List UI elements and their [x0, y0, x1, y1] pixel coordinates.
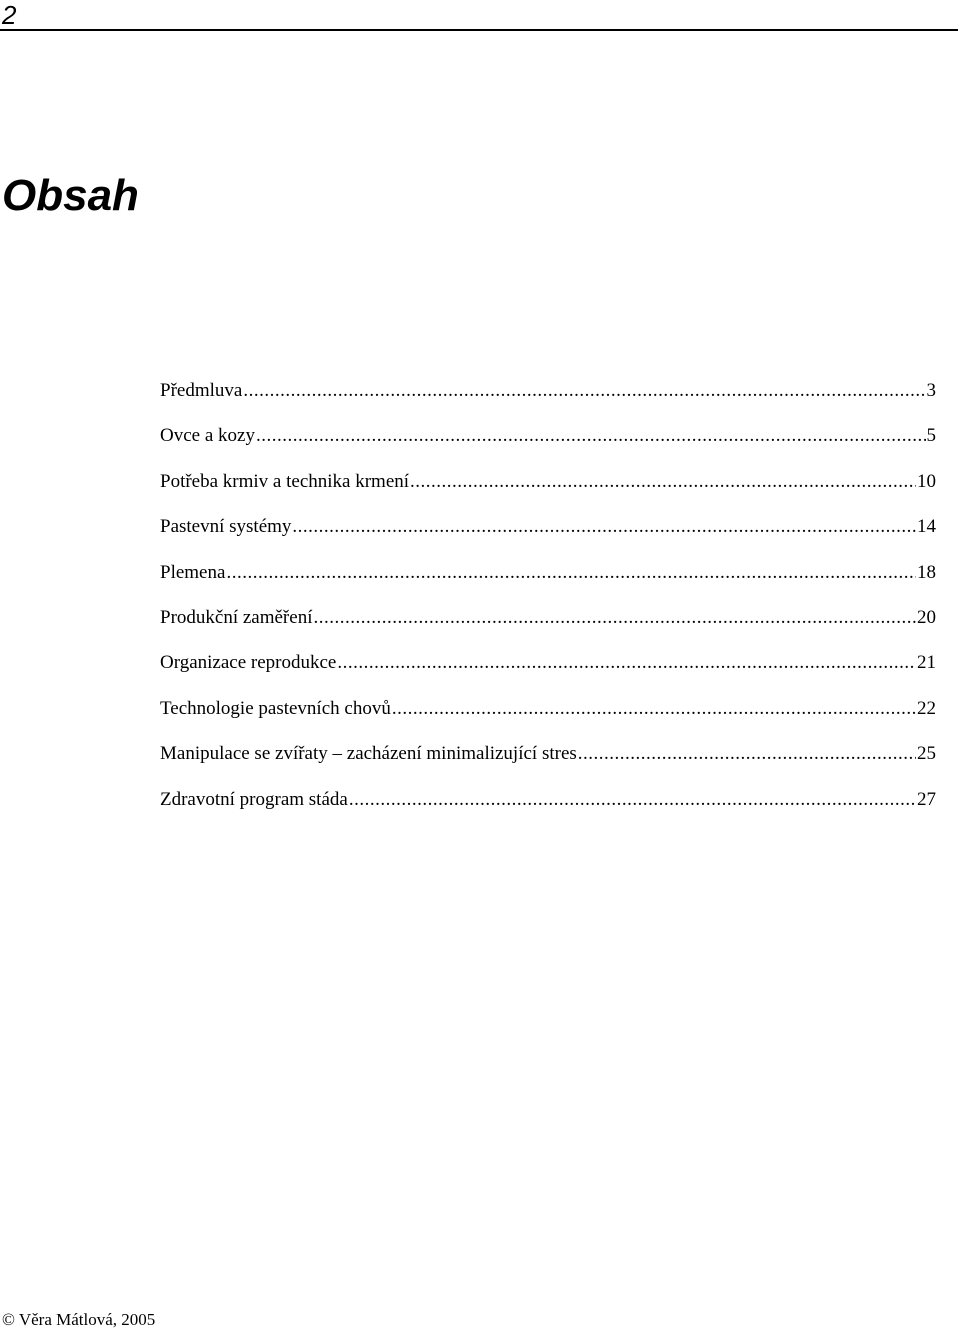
toc-entry-label: Potřeba krmiv a technika krmení — [160, 470, 410, 492]
toc-dot-leader — [226, 560, 916, 586]
toc-entry-page: 3 — [926, 380, 936, 401]
page-title: Obsah — [2, 171, 139, 220]
toc-dot-leader — [292, 514, 916, 540]
toc-entry-label: Technologie pastevních chovů — [160, 697, 391, 719]
toc-dot-leader — [392, 696, 916, 722]
toc-entry-page: 14 — [917, 516, 936, 538]
toc-dot-leader — [256, 423, 926, 449]
toc-entry-label: Plemena — [160, 561, 226, 583]
toc-entry[interactable] — [160, 423, 936, 468]
toc-entry[interactable] — [160, 650, 936, 695]
toc-entry-label: Ovce a kozy — [160, 425, 255, 447]
toc-dot-leader — [410, 469, 916, 495]
toc-entry-page: 5 — [926, 425, 936, 447]
toc-entry[interactable] — [160, 696, 936, 741]
toc-dot-leader — [578, 741, 916, 767]
toc-dot-leader — [313, 605, 916, 631]
toc-entry[interactable] — [160, 514, 936, 559]
toc-dot-leader — [349, 787, 916, 813]
table-of-contents — [160, 378, 936, 832]
toc-entry[interactable] — [160, 605, 936, 650]
toc-entry-page: 27 — [917, 788, 936, 810]
toc-entry-label: Organizace reprodukce — [160, 652, 337, 674]
toc-entry-page: 22 — [917, 697, 936, 719]
toc-entry[interactable] — [160, 787, 936, 832]
toc-entry-label: Zdravotní program stáda — [160, 788, 348, 810]
toc-entry-page: 25 — [917, 743, 936, 765]
toc-entry[interactable] — [160, 741, 936, 786]
toc-entry-page: 21 — [917, 652, 936, 674]
toc-entry[interactable] — [160, 469, 936, 514]
toc-entry-label: Manipulace se zvířaty – zacházení minimalizující stres — [160, 743, 577, 765]
toc-entry-page: 18 — [917, 561, 936, 583]
toc-entry-page: 10 — [917, 470, 936, 492]
toc-entry-label: Předmluva — [160, 380, 243, 401]
page-number: 2 — [2, 0, 17, 30]
toc-entry-label: Produkční zaměření — [160, 606, 313, 628]
toc-dot-leader — [243, 378, 925, 404]
header-rule — [0, 29, 958, 31]
toc-entry[interactable] — [160, 378, 936, 423]
toc-dot-leader — [337, 650, 916, 676]
toc-entry-label: Pastevní systémy — [160, 516, 292, 538]
copyright-footer: © Věra Mátlová, 2005 — [2, 1310, 156, 1329]
toc-entry-page: 20 — [917, 606, 936, 628]
toc-entry[interactable] — [160, 560, 936, 605]
